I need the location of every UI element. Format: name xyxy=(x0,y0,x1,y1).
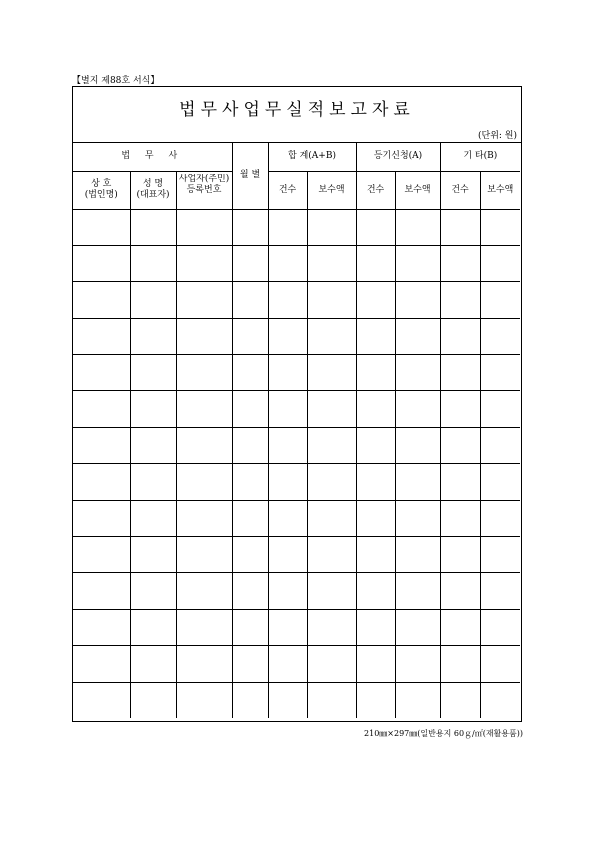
cell-trade-name[interactable] xyxy=(73,245,130,281)
cell-other-fee[interactable] xyxy=(480,646,520,682)
cell-registration-number[interactable] xyxy=(176,646,232,682)
cell-trade-name[interactable] xyxy=(73,609,130,645)
cell-registration-fee[interactable] xyxy=(395,573,440,609)
header-other-count: 건수 xyxy=(440,171,480,209)
cell-total-count[interactable] xyxy=(268,282,307,318)
cell-total-fee[interactable] xyxy=(307,464,356,500)
cell-month[interactable] xyxy=(232,500,268,536)
cell-registration-count[interactable] xyxy=(356,245,395,281)
paper-spec-footer: 210㎜×297㎜(일반용지 60ｇ/㎡(재활용품)) xyxy=(364,729,523,738)
cell-other-count[interactable] xyxy=(440,427,480,463)
header-registration: 등기신청(A) xyxy=(356,143,440,171)
cell-month[interactable] xyxy=(232,355,268,391)
cell-registration-fee[interactable] xyxy=(395,646,440,682)
cell-registration-count[interactable] xyxy=(356,391,395,427)
cell-registration-fee[interactable] xyxy=(395,391,440,427)
cell-month[interactable] xyxy=(232,573,268,609)
cell-other-count[interactable] xyxy=(440,209,480,245)
cell-month[interactable] xyxy=(232,609,268,645)
cell-registration-number[interactable] xyxy=(176,355,232,391)
table-row xyxy=(73,573,520,609)
cell-month[interactable] xyxy=(232,209,268,245)
cell-total-fee[interactable] xyxy=(307,391,356,427)
cell-other-fee[interactable] xyxy=(480,682,520,718)
table-row xyxy=(73,500,520,536)
cell-total-count[interactable] xyxy=(268,646,307,682)
cell-registration-count[interactable] xyxy=(356,318,395,354)
cell-registration-fee[interactable] xyxy=(395,209,440,245)
cell-total-fee[interactable] xyxy=(307,500,356,536)
cell-total-fee[interactable] xyxy=(307,209,356,245)
cell-total-count[interactable] xyxy=(268,355,307,391)
cell-registration-number[interactable] xyxy=(176,609,232,645)
cell-month[interactable] xyxy=(232,427,268,463)
table-row xyxy=(73,245,520,281)
cell-registration-count[interactable] xyxy=(356,282,395,318)
form-number-label: 【별지 제88호 서식】 xyxy=(72,76,160,86)
cell-name[interactable] xyxy=(130,427,176,463)
cell-trade-name[interactable] xyxy=(73,500,130,536)
cell-other-count[interactable] xyxy=(440,500,480,536)
cell-month[interactable] xyxy=(232,318,268,354)
cell-other-fee[interactable] xyxy=(480,318,520,354)
header-registration-count: 건수 xyxy=(356,171,395,209)
header-beommusa: 법 무 사 xyxy=(73,143,232,171)
cell-trade-name[interactable] xyxy=(73,209,130,245)
cell-registration-number[interactable] xyxy=(176,573,232,609)
cell-total-fee[interactable] xyxy=(307,609,356,645)
cell-registration-count[interactable] xyxy=(356,646,395,682)
cell-total-count[interactable] xyxy=(268,209,307,245)
report-table xyxy=(73,143,520,718)
cell-other-count[interactable] xyxy=(440,355,480,391)
table-row xyxy=(73,209,520,245)
cell-registration-fee[interactable] xyxy=(395,427,440,463)
cell-registration-fee[interactable] xyxy=(395,282,440,318)
cell-registration-number[interactable] xyxy=(176,391,232,427)
cell-other-fee[interactable] xyxy=(480,355,520,391)
cell-month[interactable] xyxy=(232,537,268,573)
cell-total-count[interactable] xyxy=(268,682,307,718)
cell-total-fee[interactable] xyxy=(307,427,356,463)
cell-other-fee[interactable] xyxy=(480,391,520,427)
cell-total-fee[interactable] xyxy=(307,355,356,391)
cell-other-count[interactable] xyxy=(440,318,480,354)
cell-other-fee[interactable] xyxy=(480,282,520,318)
cell-name[interactable] xyxy=(130,282,176,318)
form-title: 법무사업무실적보고자료 xyxy=(179,100,415,120)
cell-other-count[interactable] xyxy=(440,682,480,718)
cell-registration-fee[interactable] xyxy=(395,682,440,718)
cell-registration-count[interactable] xyxy=(356,573,395,609)
cell-registration-number[interactable] xyxy=(176,282,232,318)
cell-registration-count[interactable] xyxy=(356,427,395,463)
cell-other-count[interactable] xyxy=(440,391,480,427)
table-row xyxy=(73,282,520,318)
cell-trade-name[interactable] xyxy=(73,682,130,718)
cell-other-count[interactable] xyxy=(440,464,480,500)
cell-total-count[interactable] xyxy=(268,318,307,354)
cell-month[interactable] xyxy=(232,282,268,318)
cell-total-count[interactable] xyxy=(268,500,307,536)
cell-other-fee[interactable] xyxy=(480,537,520,573)
header-total-count: 건수 xyxy=(268,171,307,209)
cell-total-fee[interactable] xyxy=(307,537,356,573)
cell-registration-count[interactable] xyxy=(356,355,395,391)
cell-other-fee[interactable] xyxy=(480,209,520,245)
cell-name[interactable] xyxy=(130,646,176,682)
cell-month[interactable] xyxy=(232,646,268,682)
cell-name[interactable] xyxy=(130,682,176,718)
cell-name[interactable] xyxy=(130,573,176,609)
cell-other-fee[interactable] xyxy=(480,464,520,500)
cell-name[interactable] xyxy=(130,500,176,536)
table-row xyxy=(73,682,520,718)
cell-total-count[interactable] xyxy=(268,427,307,463)
cell-registration-number[interactable] xyxy=(176,500,232,536)
cell-registration-number[interactable] xyxy=(176,318,232,354)
cell-name[interactable] xyxy=(130,245,176,281)
header-total-fee: 보수액 xyxy=(307,171,356,209)
cell-trade-name[interactable] xyxy=(73,646,130,682)
header-registration-number: 사업자(주민)등록번호 xyxy=(176,171,232,209)
cell-name[interactable] xyxy=(130,537,176,573)
table-row xyxy=(73,537,520,573)
table-row xyxy=(73,646,520,682)
cell-month[interactable] xyxy=(232,245,268,281)
table-row xyxy=(73,609,520,645)
cell-name[interactable] xyxy=(130,609,176,645)
cell-total-fee[interactable] xyxy=(307,245,356,281)
title-area xyxy=(73,87,521,143)
cell-registration-fee[interactable] xyxy=(395,245,440,281)
cell-registration-number[interactable] xyxy=(176,537,232,573)
cell-month[interactable] xyxy=(232,682,268,718)
header-monthly: 월 별 xyxy=(232,143,268,209)
cell-trade-name[interactable] xyxy=(73,355,130,391)
cell-registration-count[interactable] xyxy=(356,609,395,645)
cell-registration-number[interactable] xyxy=(176,209,232,245)
cell-total-fee[interactable] xyxy=(307,573,356,609)
cell-trade-name[interactable] xyxy=(73,427,130,463)
header-other-fee: 보수액 xyxy=(480,171,520,209)
cell-total-fee[interactable] xyxy=(307,282,356,318)
cell-total-count[interactable] xyxy=(268,609,307,645)
cell-registration-number[interactable] xyxy=(176,682,232,718)
cell-other-count[interactable] xyxy=(440,609,480,645)
table-row xyxy=(73,427,520,463)
cell-total-count[interactable] xyxy=(268,245,307,281)
header-other: 기 타(B) xyxy=(440,143,520,171)
table-row xyxy=(73,391,520,427)
cell-registration-number[interactable] xyxy=(176,427,232,463)
table-row xyxy=(73,318,520,354)
cell-other-count[interactable] xyxy=(440,646,480,682)
cell-name[interactable] xyxy=(130,355,176,391)
header-total: 합 계(A+B) xyxy=(268,143,356,171)
cell-other-count[interactable] xyxy=(440,282,480,318)
cell-other-fee[interactable] xyxy=(480,427,520,463)
cell-trade-name[interactable] xyxy=(73,573,130,609)
cell-total-count[interactable] xyxy=(268,391,307,427)
cell-registration-fee[interactable] xyxy=(395,537,440,573)
cell-other-fee[interactable] xyxy=(480,609,520,645)
cell-registration-count[interactable] xyxy=(356,500,395,536)
cell-total-fee[interactable] xyxy=(307,318,356,354)
cell-registration-number[interactable] xyxy=(176,245,232,281)
cell-month[interactable] xyxy=(232,391,268,427)
cell-other-count[interactable] xyxy=(440,245,480,281)
cell-trade-name[interactable] xyxy=(73,318,130,354)
cell-total-count[interactable] xyxy=(268,464,307,500)
cell-trade-name[interactable] xyxy=(73,537,130,573)
cell-name[interactable] xyxy=(130,464,176,500)
cell-registration-number[interactable] xyxy=(176,464,232,500)
cell-registration-fee[interactable] xyxy=(395,464,440,500)
cell-registration-fee[interactable] xyxy=(395,318,440,354)
cell-registration-count[interactable] xyxy=(356,464,395,500)
cell-total-count[interactable] xyxy=(268,537,307,573)
cell-other-count[interactable] xyxy=(440,537,480,573)
cell-other-count[interactable] xyxy=(440,573,480,609)
cell-registration-count[interactable] xyxy=(356,537,395,573)
cell-total-fee[interactable] xyxy=(307,646,356,682)
cell-total-count[interactable] xyxy=(268,573,307,609)
cell-registration-fee[interactable] xyxy=(395,609,440,645)
cell-name[interactable] xyxy=(130,391,176,427)
cell-other-fee[interactable] xyxy=(480,573,520,609)
table-row xyxy=(73,355,520,391)
cell-other-fee[interactable] xyxy=(480,500,520,536)
cell-name[interactable] xyxy=(130,318,176,354)
cell-other-fee[interactable] xyxy=(480,245,520,281)
unit-note: (단위: 원) xyxy=(478,131,517,141)
cell-registration-count[interactable] xyxy=(356,209,395,245)
header-trade-name: 상 호 (법인명) xyxy=(73,171,130,209)
report-form xyxy=(72,86,522,722)
header-registration-fee: 보수액 xyxy=(395,171,440,209)
table-row xyxy=(73,464,520,500)
cell-trade-name[interactable] xyxy=(73,464,130,500)
cell-registration-fee[interactable] xyxy=(395,500,440,536)
cell-name[interactable] xyxy=(130,209,176,245)
cell-registration-fee[interactable] xyxy=(395,355,440,391)
cell-month[interactable] xyxy=(232,464,268,500)
cell-registration-count[interactable] xyxy=(356,682,395,718)
header-name: 성 명 (대표자) xyxy=(130,171,176,209)
cell-trade-name[interactable] xyxy=(73,391,130,427)
cell-trade-name[interactable] xyxy=(73,282,130,318)
cell-total-fee[interactable] xyxy=(307,682,356,718)
